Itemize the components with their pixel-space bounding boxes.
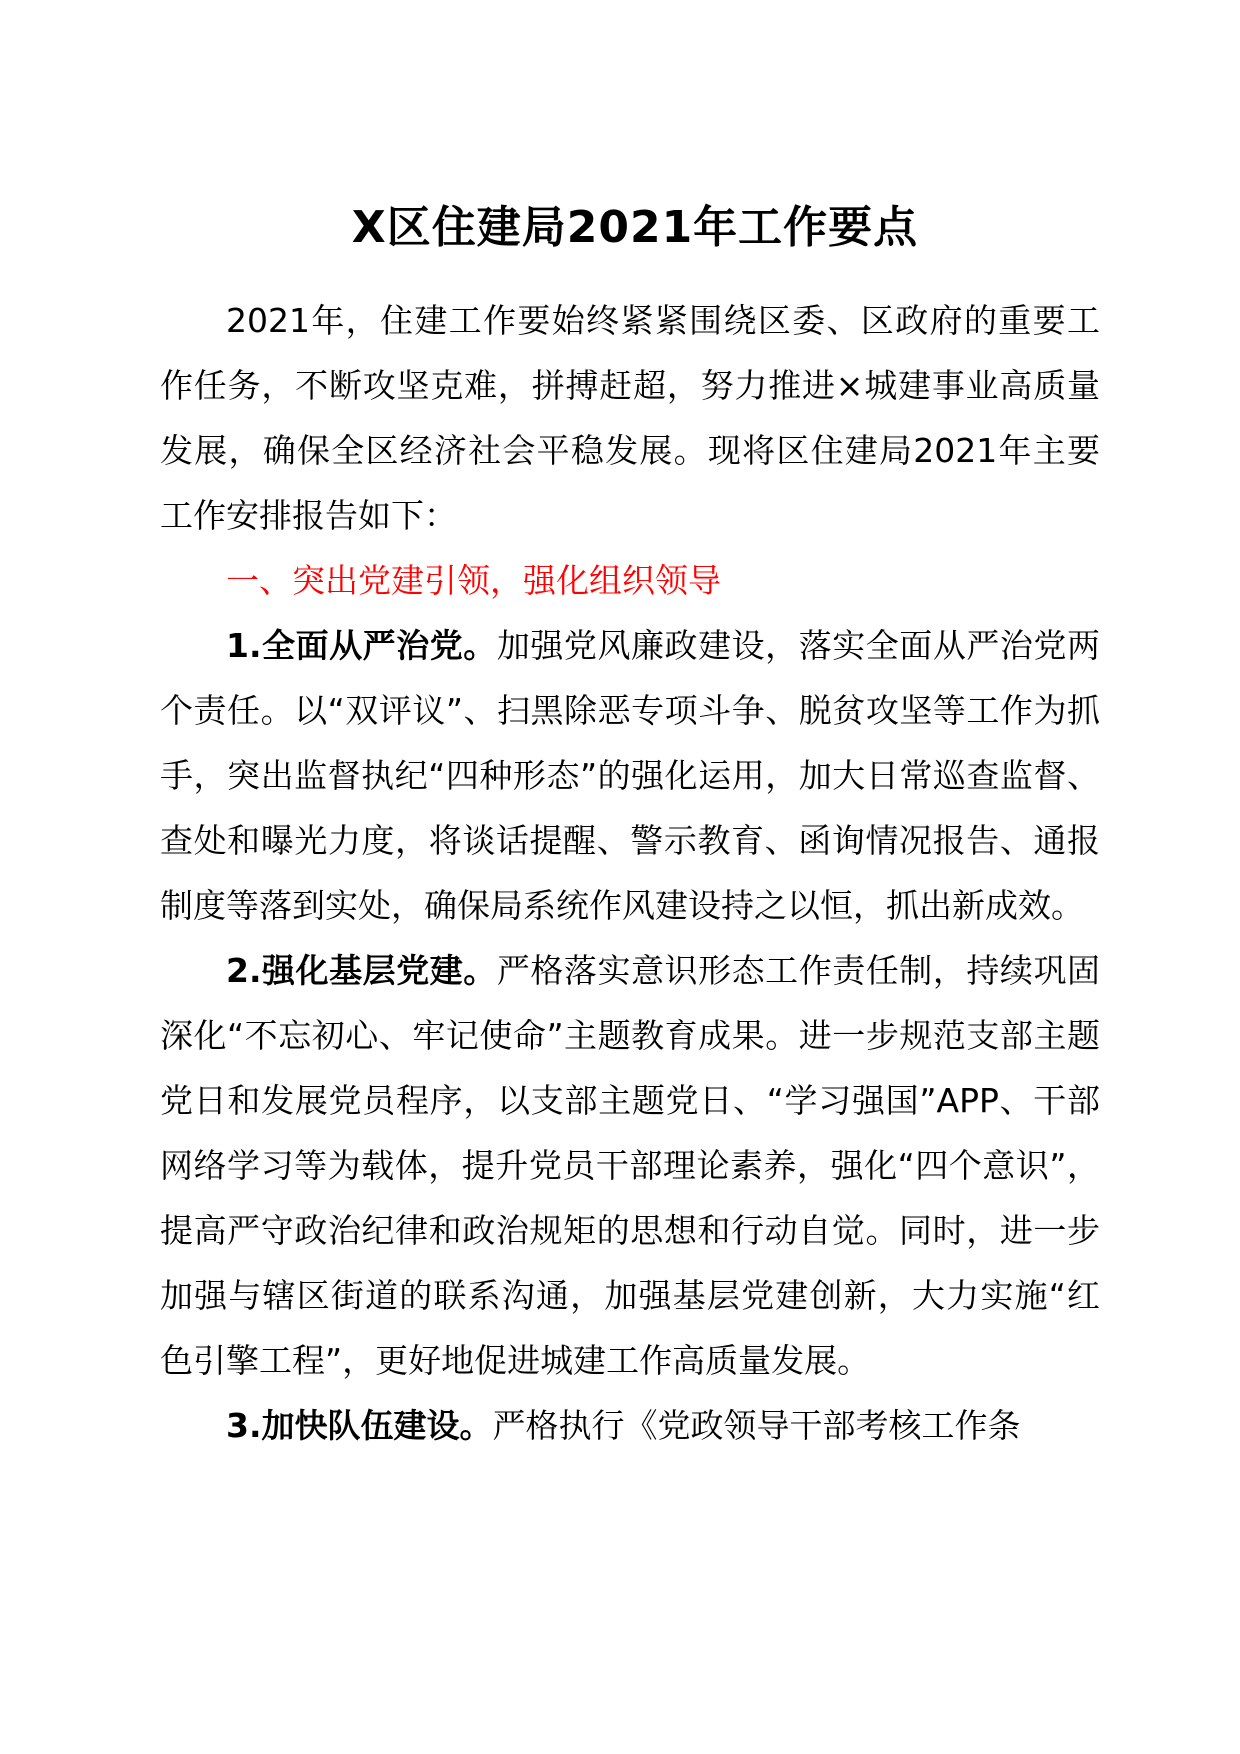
- item-paragraph-1: [160, 613, 1100, 938]
- intro-paragraph: 2021年，住建工作要始终紧紧围绕区委、区政府的重要工作任务，不断攻坚克难，拼搏赶超，努力推进×城建事业高质量发展，确保全区经济社会平稳发展。现将区住建局2021年主要工作安排报告如下：: [160, 301, 1100, 535]
- item-body: 严格落实意识形态工作责任制，持续巩固深化“不忘初心、牢记使命”主题教育成果。进一步规范支部主题党日和发展党员程序，以支部主题党日、“学习强国”APP、干部网络学习等为载体，提升党员干部理论素养，强化“四个意识”，提高严守政治纪律和政治规矩的思想和行动自觉。同时，进一步加强与辖区街道的联系沟通，加强基层党建创新，大力实施“红色引擎工程”，更好地促进城建工作高质量发展。: [160, 951, 1101, 1380]
- item-body: 加强党风廉政建设，落实全面从严治党两个责任。以“双评议”、扫黑除恶专项斗争、脱贫攻坚等工作为抓手，突出监督执纪“四种形态”的强化运用，加大日常巡查监督、查处和曝光力度，将谈话提醒、警示教育、函询情况报告、通报制度等落到实处，确保局系统作风建设持之以恒，抓出新成效。: [160, 626, 1101, 925]
- item-lead: 2.强化基层党建。: [226, 951, 497, 990]
- item-paragraph-2: [160, 938, 1100, 1393]
- item-body: 严格执行《党政领导干部考核工作条: [492, 1406, 1021, 1445]
- document-title: X区住建局2021年工作要点: [351, 202, 919, 253]
- item-paragraph-3: [160, 1393, 1100, 1458]
- item-lead: 1.全面从严治党。: [226, 626, 497, 665]
- item-lead: 3.加快队伍建设。: [226, 1406, 493, 1445]
- section-heading: 一、突出党建引领，强化组织领导: [226, 561, 721, 600]
